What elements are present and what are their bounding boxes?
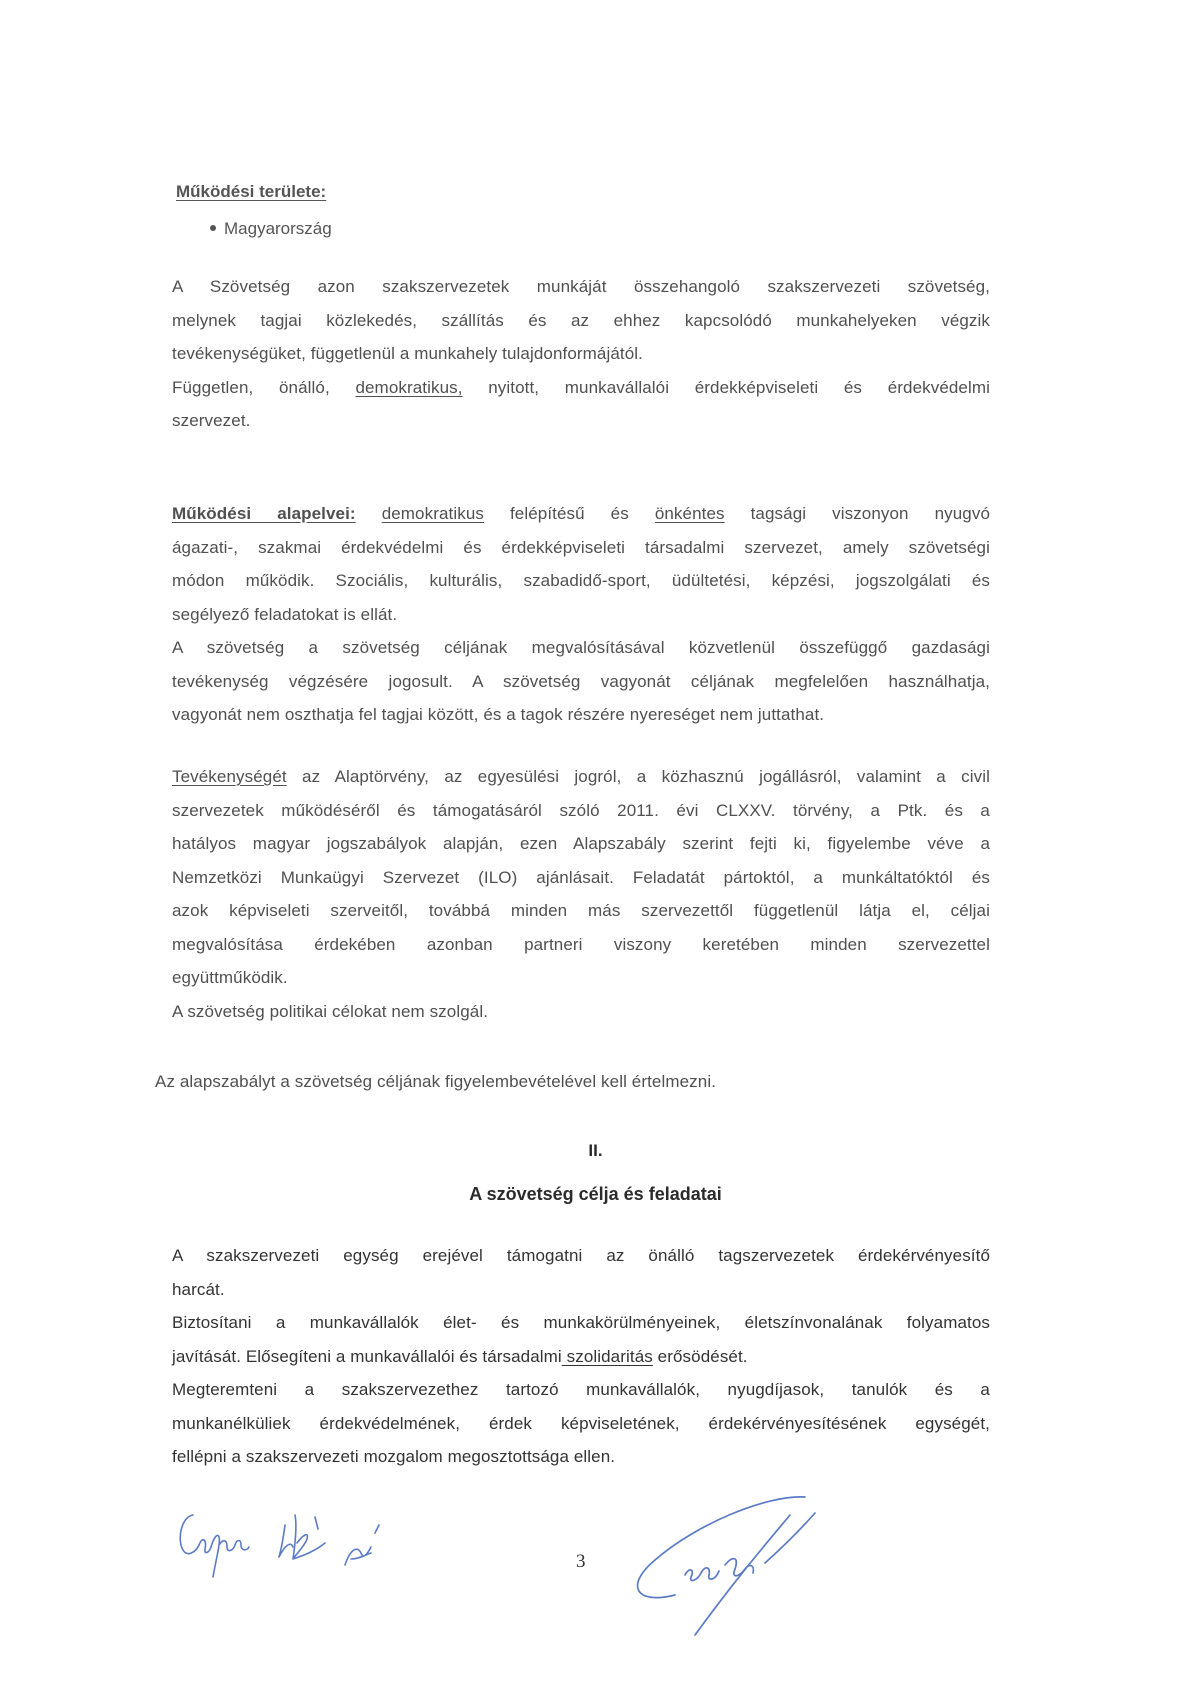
text-span: nyitott, munkavállalói érdekképviseleti és érdekvédelmi <box>462 377 990 397</box>
text-line: azok képviseleti szerveitől, továbbá minden más szervezettől függetlenül látja el, céljai <box>172 901 990 920</box>
underlined-word: szolidaritás <box>561 1346 653 1366</box>
text-line <box>172 497 990 531</box>
text-line: melynek tagjai közlekedés, szállítás és az ehhez kapcsolódó munkahelyeken végzik <box>172 310 990 330</box>
text-line: Biztosítani a munkavállalók élet- és munkakörülményeinek, életszínvonalának folyamatos <box>172 1313 990 1332</box>
bullet-icon <box>210 225 216 231</box>
text-line <box>172 760 990 794</box>
text-line: A Szövetség azon szakszervezetek munkáját összehangoló szakszervezeti szövetség, <box>172 277 990 296</box>
underlined-word: demokratikus, <box>355 377 463 397</box>
text-span: felépítésű és <box>483 504 655 523</box>
text-line: hatályos magyar jogszabályok alapján, ezen Alapszabály szerint fejti ki, figyelembe véve a <box>172 834 990 853</box>
intro-paragraph <box>172 270 990 438</box>
text-span: javítását. Elősegíteni a munkavállalói és társadalmi <box>172 1346 562 1366</box>
signature-left-icon <box>175 1495 475 1585</box>
text-line: megvalósítása érdekében azonban partneri viszony keretében minden szervezettel <box>172 934 990 954</box>
chapter-title: A szövetség célja és feladatai <box>469 1184 722 1204</box>
text-line: ágazati-, szakmai érdekvédelmi és érdekképviseleti társadalmi szervezet, amely szövetségi <box>172 537 990 557</box>
text-line: A szövetség a szövetség céljának megvalósításával közvetlenül összefüggő gazdasági <box>172 638 990 657</box>
text-line <box>172 371 990 405</box>
chapter-number: II. <box>588 1141 603 1160</box>
goals-paragraph <box>172 1239 990 1474</box>
text-line: fellépni a szakszervezeti mozgalom megosztottsága ellen. <box>172 1447 616 1466</box>
text-line <box>172 1340 990 1374</box>
text-line: együttműködik. <box>172 968 288 987</box>
text-line: segélyező feladatokat is ellát. <box>172 604 398 624</box>
page-number: 3 <box>576 1551 586 1572</box>
text-line: szervezet. <box>172 411 251 430</box>
text-line: A szövetség politikai célokat nem szolgál. <box>172 1001 489 1021</box>
text-line: Megteremteni a szakszervezethez tartozó munkavállalók, nyugdíjasok, tanulók és a <box>172 1380 990 1399</box>
text-line: A szakszervezeti egység erejével támogatni az önálló tagszervezetek érdekérvényesítő <box>172 1246 990 1265</box>
area-bullet-text: Magyarország <box>224 219 332 238</box>
principles-paragraph <box>172 497 990 732</box>
principles-label: Működési alapelvei: <box>172 504 356 523</box>
text-line: Nemzetközi Munkaügyi Szervezet (ILO) ajánlásait. Feladatát pártoktól, a munkáltatóktól és <box>172 867 990 887</box>
underlined-word: önkéntes <box>654 504 725 523</box>
text-line: tevékenységüket, függetlenül a munkahely tulajdonformájától. <box>172 344 643 363</box>
text-span: tagsági viszonyon nyugvó <box>724 504 991 523</box>
text-line: módon működik. Szociális, kulturális, szabadidő-sport, üdültetési, képzési, jogszolgálati és <box>172 571 990 590</box>
interpretation-paragraph <box>155 1065 973 1099</box>
text-line: vagyonát nem oszthatja fel tagjai között, és a tagok részére nyereséget nem juttathat. <box>172 705 825 724</box>
text-span: az Alaptörvény, az egyesülési jogról, a közhasznú jogállásról, valamint a civil <box>286 767 990 786</box>
text-line: szervezetek működéséről és támogatásáról szóló 2011. évi CLXXV. törvény, a Ptk. és a <box>172 800 990 820</box>
underlined-word: demokratikus <box>381 504 484 523</box>
signature-right-icon <box>615 1485 835 1645</box>
area-bullet-item <box>210 219 332 239</box>
text-line: harcát. <box>172 1279 225 1299</box>
text-line: munkanélküliek érdekvédelmének, érdek képviseletének, érdekérvényesítésének egységét, <box>172 1413 990 1433</box>
text-span: erősödését. <box>652 1346 748 1366</box>
activity-paragraph <box>172 760 990 1028</box>
area-heading: Működési területe: <box>176 182 327 201</box>
text-span: Független, önálló, <box>172 377 356 397</box>
underlined-word: Tevékenységét <box>172 767 287 786</box>
text-line: tevékenység végzésére jogosult. A szövetség vagyonát céljának megfelelően használhatja, <box>172 671 990 691</box>
text-line: Az alapszabályt a szövetség céljának figyelembevételével kell értelmezni. <box>155 1072 717 1091</box>
